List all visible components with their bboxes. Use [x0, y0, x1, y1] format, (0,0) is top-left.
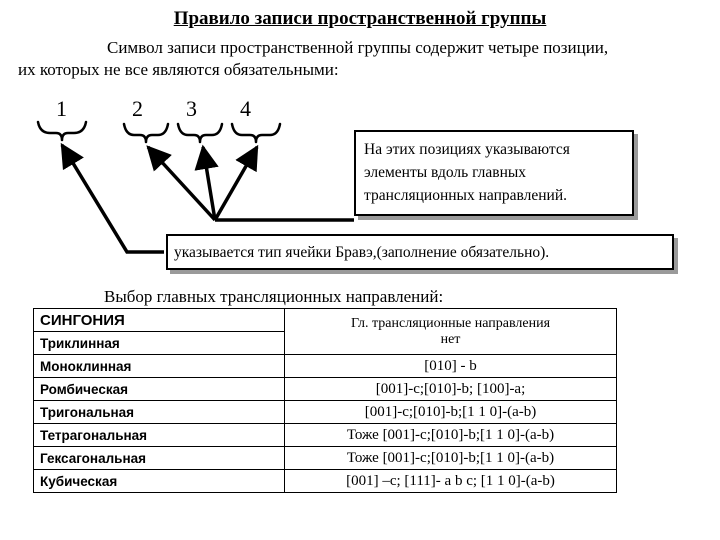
arrow-to-position-1 — [62, 145, 164, 252]
syngony-cell: Моноклинная — [34, 355, 285, 378]
table-row — [34, 424, 617, 447]
header-directions — [285, 309, 617, 355]
header-directions-line-1: Гл. трансляционные направления — [350, 315, 551, 331]
brace-3 — [178, 124, 222, 142]
note-line: трансляционных направлений. — [364, 187, 567, 204]
directions-cell: Тоже [001]-c;[010]-b;[1 1 0]-(a-b) — [285, 447, 617, 470]
position-1-label: 1 — [56, 96, 67, 121]
intro-line-2: их которых не все являются обязательными: — [18, 60, 339, 79]
syngony-table — [33, 308, 617, 493]
table-row — [34, 447, 617, 470]
position-3-label: 3 — [186, 96, 197, 121]
directions-cell: [010] - b — [285, 355, 617, 378]
note-line: На этих позициях указываются — [364, 141, 570, 158]
brace-4 — [232, 124, 280, 142]
page-title: Правило записи пространственной группы — [173, 8, 547, 29]
brace-2 — [124, 124, 168, 142]
syngony-cell: Ромбическая — [34, 378, 285, 401]
directions-cell: [001]-c;[010]-b; [100]-a; — [285, 378, 617, 401]
position-2-label: 2 — [132, 96, 143, 121]
table-row — [34, 470, 617, 493]
syngony-cell: Триклинная — [34, 332, 285, 355]
intro-line-1: Символ записи пространственной группы содержит четыре позиции, — [107, 38, 609, 57]
position-4-label: 4 — [240, 96, 251, 121]
table-row — [34, 378, 617, 401]
header-syngony: СИНГОНИЯ — [34, 309, 285, 332]
syngony-cell: Гексагональная — [34, 447, 285, 470]
positions-2-4-note-box — [354, 130, 634, 216]
directions-cell: Тоже [001]-c;[010]-b;[1 1 0]-(a-b) — [285, 424, 617, 447]
table-subtitle: Выбор главных трансляционных направлений: — [104, 287, 444, 306]
bravais-note-text: указывается тип ячейки Бравэ,(заполнение обязательно). — [174, 244, 550, 261]
directions-cell: [001]-c;[010]-b;[1 1 0]-(a-b) — [285, 401, 617, 424]
syngony-cell: Тетрагональная — [34, 424, 285, 447]
table-header-row — [34, 309, 617, 332]
note-line: элементы вдоль главных — [364, 164, 527, 181]
bravais-lattice-note-box — [166, 234, 674, 270]
table-row — [34, 355, 617, 378]
syngony-cell: Тригональная — [34, 401, 285, 424]
header-directions-line-2: нет — [440, 331, 461, 347]
arrow-to-position-4 — [215, 147, 257, 220]
syngony-cell: Кубическая — [34, 470, 285, 493]
brace-1 — [38, 122, 86, 140]
table-row — [34, 401, 617, 424]
directions-cell: [001] –c; [111]- a b c; [1 1 0]-(a-b) — [285, 470, 617, 493]
